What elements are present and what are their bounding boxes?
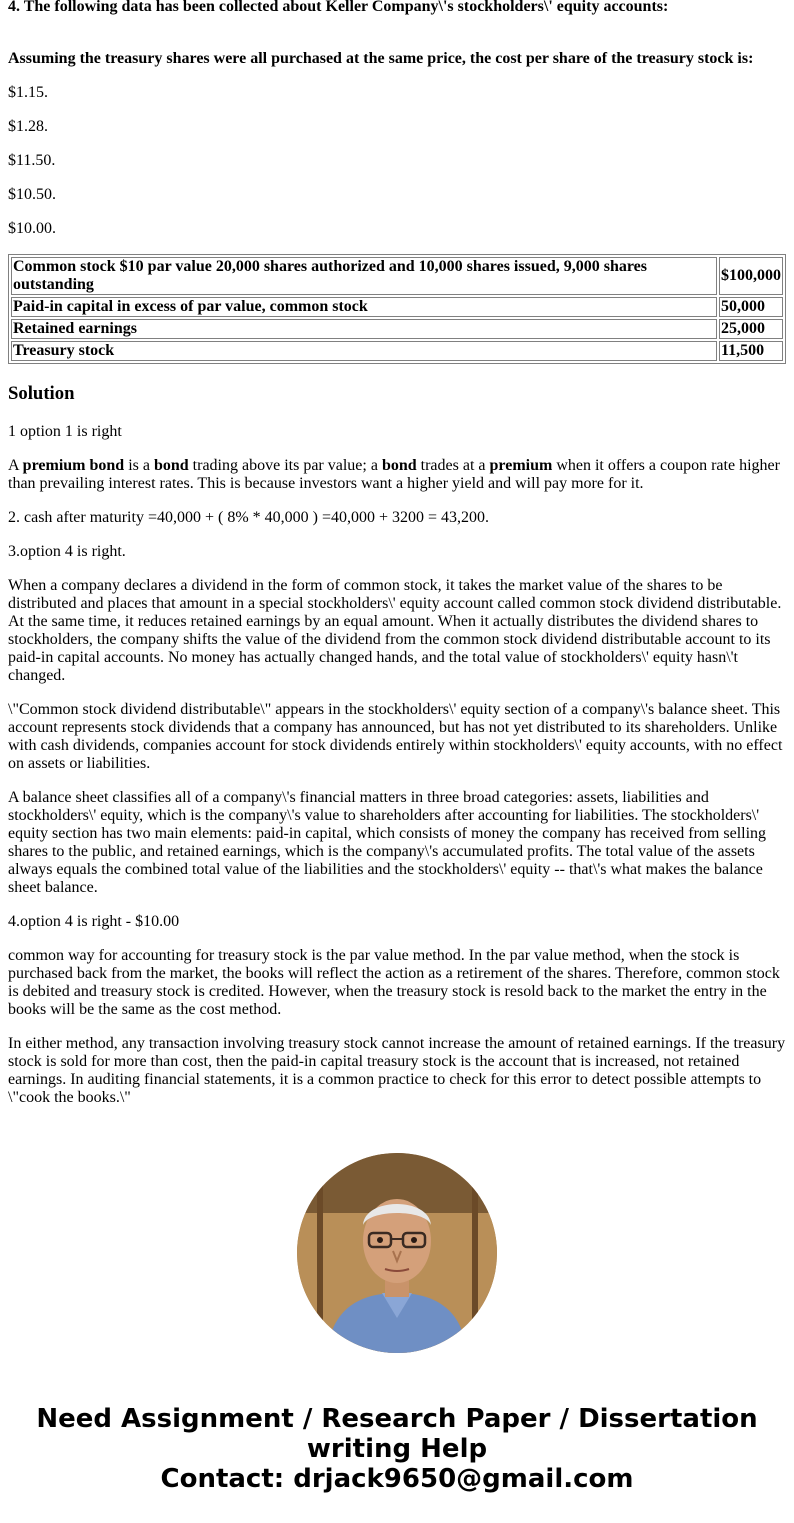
answer-4: 4.option 4 is right - $10.00 <box>8 913 180 930</box>
table-cell-amount: 11,500 <box>719 341 783 361</box>
balance-sheet-paragraph: A balance sheet classifies all of a company\'s financial matters in three broad categories: assets, liabilities and stockholders\' equity, which is the company\'s value to shareholders after accounting for liabilities. The stockholders\' equity section has two main elements: paid-in capital, which consists of money the company has received from selling shares to the public, and retained earnings, which is the company\'s accumulated profits. The total value of the assets always equals the combined total value of the liabilities and the stockholders\' equity -- that\'s what makes the balance sheet balance. <box>8 789 767 896</box>
distributable-paragraph: \"Common stock dividend distributable\" appears in the stockholders\' equity section of a company\'s balance sheet. This account represents stock dividends that a company has announced, but has not yet distributed to its shareholders. Unlike with cash dividends, companies account for stock dividends entirely within stockholders\' equity accounts, with no effect on assets or liabilities. <box>8 701 783 772</box>
table-cell-label: Paid-in capital in excess of par value, common stock <box>11 297 717 317</box>
promo-contact-email: Contact: drjack9650@gmail.com <box>160 1464 634 1494</box>
answer-option-4: $10.50. <box>8 186 56 203</box>
table-cell-label: Treasury stock <box>11 341 717 361</box>
either-method-paragraph: In either method, any transaction involving treasury stock cannot increase the amount of retained earnings. If the treasury stock is sold for more than cost, then the paid-in capital treasury stock is the account that is increased, not retained earnings. In auditing financial statements, it is a common practice to check for this error to detect possible attempts to \"cook the books.\" <box>8 1035 786 1106</box>
answer-1: 1 option 1 is right <box>8 423 122 440</box>
answer-option-3: $11.50. <box>8 152 56 169</box>
solution-heading: Solution <box>8 383 75 404</box>
answer-3: 3.option 4 is right. <box>8 543 126 560</box>
answer-option-2: $1.28. <box>8 118 48 135</box>
answer-option-5: $10.00. <box>8 220 56 237</box>
table-cell-amount: $100,000 <box>719 257 783 295</box>
answer-2: 2. cash after maturity =40,000 + ( 8% * 40,000 ) =40,000 + 3200 = 43,200. <box>8 509 490 526</box>
promo-banner <box>0 1404 794 1494</box>
author-avatar <box>297 1153 497 1353</box>
equity-accounts-table <box>8 254 786 364</box>
table-row <box>11 257 783 295</box>
person-portrait-icon <box>297 1153 497 1353</box>
promo-line-2: writing Help <box>306 1434 488 1464</box>
table-cell-amount: 50,000 <box>719 297 783 317</box>
premium-bond-paragraph: A premium bond is a bond trading above its par value; a bond trades at a premium when it offers a coupon rate higher than prevailing interest rates. This is because investors want a higher yield and will pay more for it. <box>8 457 780 492</box>
question-stem: Assuming the treasury shares were all purchased at the same price, the cost per share of the treasury stock is: <box>8 50 754 67</box>
par-value-paragraph: common way for accounting for treasury stock is the par value method. In the par value method, when the stock is purchased back from the market, the books will reflect the action as a retirement of the shares. Therefore, common stock is debited and treasury stock is credited. However, when the treasury stock is resold back to the market the entry in the books will be the same as the cost method. <box>8 947 780 1018</box>
answer-option-1: $1.15. <box>8 84 48 101</box>
dividend-paragraph: When a company declares a dividend in the form of common stock, it takes the market value of the shares to be distributed and places that amount in a special stockholders\' equity account called common stock dividend distributable. At the same time, it reduces retained earnings by an equal amount. When it actually distributes the dividend shares to stockholders, the company shifts the value of the dividend from the common stock dividend distributable account to its paid-in capital accounts. No money has actually changed hands, and the total value of stockholders\' equity hasn\'t changed. <box>8 577 782 684</box>
table-row <box>11 297 783 317</box>
table-cell-amount: 25,000 <box>719 319 783 339</box>
question-title: 4. The following data has been collected about Keller Company\'s stockholders\' equity accounts: <box>8 0 669 15</box>
table-row <box>11 341 783 361</box>
promo-line-1: Need Assignment / Research Paper / Dissertation <box>36 1404 758 1434</box>
table-cell-label: Common stock $10 par value 20,000 shares authorized and 10,000 shares issued, 9,000 shares outstanding <box>11 257 717 295</box>
table-row <box>11 319 783 339</box>
table-cell-label: Retained earnings <box>11 319 717 339</box>
